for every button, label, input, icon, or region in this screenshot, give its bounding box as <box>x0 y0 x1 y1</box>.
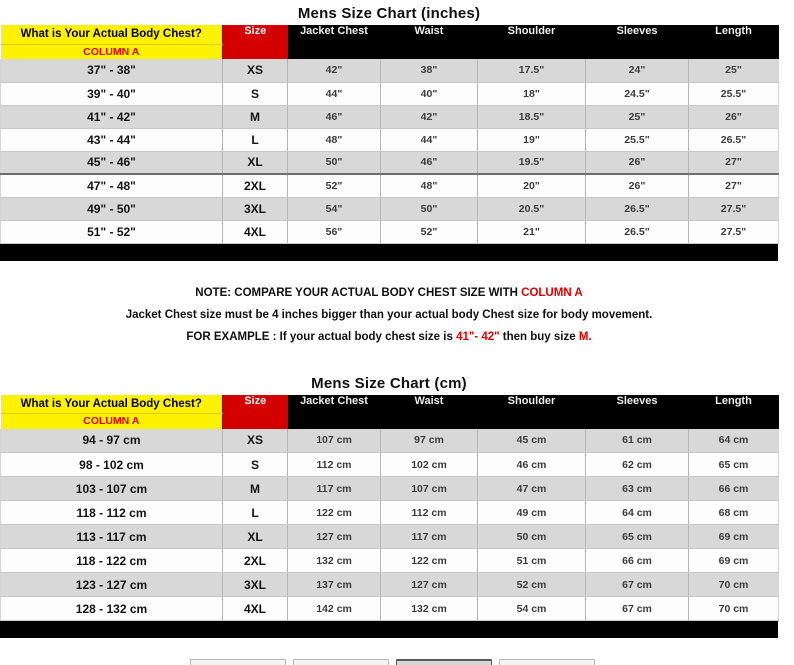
size-cell: L <box>223 128 288 151</box>
chest-cell: 103 - 107 cm <box>1 477 223 501</box>
jacket-chest-cell: 50" <box>288 151 381 174</box>
chest-cell: 37" - 38" <box>1 59 223 82</box>
jacket-chest-column-header: Jacket Chest <box>288 25 381 59</box>
sleeves-cell: 65 cm <box>586 525 689 549</box>
shoulder-cell: 18.5" <box>478 105 586 128</box>
note-line-3-mid: then buy size <box>499 330 579 343</box>
waist-column-header: Waist <box>381 395 478 429</box>
waist-cell: 117 cm <box>381 525 478 549</box>
shoulder-cell: 45 cm <box>478 429 586 453</box>
chest-cell: 98 - 102 cm <box>1 453 223 477</box>
sleeves-cell: 61 cm <box>586 429 689 453</box>
sleeves-cell: 26.5" <box>586 220 689 243</box>
sleeves-column-header: Sleeves <box>586 395 689 429</box>
note-column-a-highlight: COLUMN A <box>521 286 583 299</box>
jacket-chest-column-header: Jacket Chest <box>288 395 381 429</box>
waist-cell: 112 cm <box>381 501 478 525</box>
size-cell: S <box>223 82 288 105</box>
chest-cell: 51" - 52" <box>1 220 223 243</box>
size-cell: XS <box>223 429 288 453</box>
chest-cell: 41" - 42" <box>1 105 223 128</box>
jacket-chest-cell: 52" <box>288 174 381 197</box>
length-cell: 26.5" <box>689 128 779 151</box>
inches-table-title: Mens Size Chart (inches) <box>297 5 481 22</box>
length-cell: 69 cm <box>689 549 779 573</box>
size-column-header: Size <box>223 25 288 59</box>
waist-cell: 107 cm <box>381 477 478 501</box>
length-cell: 69 cm <box>689 525 779 549</box>
waist-cell: 46" <box>381 151 478 174</box>
length-cell: 64 cm <box>689 429 779 453</box>
waist-cell: 97 cm <box>381 429 478 453</box>
shoulder-cell: 49 cm <box>478 501 586 525</box>
sleeves-cell: 26" <box>586 174 689 197</box>
table-row <box>1 477 779 501</box>
table-row <box>1 597 779 621</box>
chest-cell: 45" - 46" <box>1 151 223 174</box>
shoulder-cell: 18" <box>478 82 586 105</box>
shoulder-cell: 46 cm <box>478 453 586 477</box>
length-cell: 27.5" <box>689 197 779 220</box>
jacket-chest-cell: 56" <box>288 220 381 243</box>
waist-cell: 50" <box>381 197 478 220</box>
jacket-chest-cell: 44" <box>288 82 381 105</box>
table-row <box>1 197 779 220</box>
size-cell: XL <box>223 151 288 174</box>
waist-cell: 52" <box>381 220 478 243</box>
table-header <box>1 395 779 429</box>
gallery-thumbnail-selected[interactable] <box>396 659 492 665</box>
shoulder-cell: 50 cm <box>478 525 586 549</box>
sleeves-cell: 25.5" <box>586 128 689 151</box>
jacket-chest-cell: 122 cm <box>288 501 381 525</box>
table-row <box>1 59 779 82</box>
waist-cell: 38" <box>381 59 478 82</box>
cm-table-body <box>1 429 779 621</box>
sleeves-column-header: Sleeves <box>586 25 689 59</box>
size-cell: 3XL <box>223 197 288 220</box>
waist-cell: 127 cm <box>381 573 478 597</box>
table-row <box>1 501 779 525</box>
waist-column-header: Waist <box>381 25 478 59</box>
cm-table-title: Mens Size Chart (cm) <box>311 374 467 392</box>
inches-table-bottom-bar <box>0 244 778 261</box>
shoulder-cell: 47 cm <box>478 477 586 501</box>
sleeves-cell: 62 cm <box>586 453 689 477</box>
jacket-chest-cell: 127 cm <box>288 525 381 549</box>
note-line-3 <box>0 331 778 344</box>
shoulder-cell: 54 cm <box>478 597 586 621</box>
size-table-cm <box>0 395 779 622</box>
chest-cell: 118 - 122 cm <box>1 549 223 573</box>
jacket-chest-cell: 54" <box>288 197 381 220</box>
shoulder-cell: 19.5" <box>478 151 586 174</box>
size-column-header: Size <box>223 395 288 429</box>
chest-cell: 94 - 97 cm <box>1 429 223 453</box>
inches-table-body <box>1 59 779 243</box>
shoulder-cell: 20.5" <box>478 197 586 220</box>
length-cell: 27" <box>689 174 779 197</box>
jacket-chest-cell: 142 cm <box>288 597 381 621</box>
waist-cell: 122 cm <box>381 549 478 573</box>
note-line-1-text: NOTE: COMPARE YOUR ACTUAL BODY CHEST SIZE WITH <box>195 286 522 299</box>
sleeves-cell: 24.5" <box>586 82 689 105</box>
size-cell: 4XL <box>223 220 288 243</box>
chest-cell: 113 - 117 cm <box>1 525 223 549</box>
table-row <box>1 220 779 243</box>
size-cell: 2XL <box>223 549 288 573</box>
size-chart-inches-section <box>0 0 794 261</box>
chest-cell: 47" - 48" <box>1 174 223 197</box>
length-cell: 70 cm <box>689 573 779 597</box>
chest-question-header: What is Your Actual Body Chest? <box>1 25 223 44</box>
size-cell: S <box>223 453 288 477</box>
note-size-range-highlight: 41"- 42" <box>456 330 500 343</box>
note-size-m-highlight: M. <box>578 330 592 343</box>
waist-cell: 132 cm <box>381 597 478 621</box>
size-cell: 4XL <box>223 597 288 621</box>
chest-cell: 128 - 132 cm <box>1 597 223 621</box>
length-cell: 27" <box>689 151 779 174</box>
jacket-chest-cell: 117 cm <box>288 477 381 501</box>
table-header <box>1 25 779 59</box>
length-cell: 66 cm <box>689 477 779 501</box>
sleeves-cell: 64 cm <box>586 501 689 525</box>
waist-cell: 42" <box>381 105 478 128</box>
waist-cell: 48" <box>381 174 478 197</box>
size-cell: 2XL <box>223 174 288 197</box>
length-cell: 68 cm <box>689 501 779 525</box>
table-row <box>1 151 779 174</box>
size-cell: XS <box>223 59 288 82</box>
table-row <box>1 573 779 597</box>
note-line-3-text: FOR EXAMPLE : If your actual body chest size is <box>186 330 457 343</box>
length-cell: 25" <box>689 59 779 82</box>
size-cell: M <box>223 477 288 501</box>
length-cell: 27.5" <box>689 220 779 243</box>
gallery-thumbnail[interactable] <box>190 659 286 665</box>
chest-question-header: What is Your Actual Body Chest? <box>1 395 223 414</box>
jacket-chest-cell: 137 cm <box>288 573 381 597</box>
length-cell: 25.5" <box>689 82 779 105</box>
waist-cell: 40" <box>381 82 478 105</box>
table-row <box>1 174 779 197</box>
table-row <box>1 429 779 453</box>
cm-table-bottom-bar <box>0 621 778 638</box>
table-row <box>1 128 779 151</box>
jacket-chest-cell: 42" <box>288 59 381 82</box>
jacket-chest-cell: 107 cm <box>288 429 381 453</box>
thumbnail-strip <box>190 659 595 665</box>
table-row <box>1 105 779 128</box>
note-line-1 <box>0 287 778 300</box>
size-cell: XL <box>223 525 288 549</box>
shoulder-cell: 21" <box>478 220 586 243</box>
length-column-header: Length <box>689 25 779 59</box>
sleeves-cell: 26" <box>586 151 689 174</box>
column-a-label: COLUMN A <box>1 414 223 429</box>
length-cell: 70 cm <box>689 597 779 621</box>
chest-cell: 49" - 50" <box>1 197 223 220</box>
column-a-label: COLUMN A <box>1 44 223 59</box>
length-column-header: Length <box>689 395 779 429</box>
table-row <box>1 453 779 477</box>
shoulder-cell: 17.5" <box>478 59 586 82</box>
gallery-thumbnail[interactable] <box>293 659 389 665</box>
table-row <box>1 549 779 573</box>
sleeves-cell: 67 cm <box>586 597 689 621</box>
size-chart-cm-section <box>0 370 794 639</box>
size-cell: M <box>223 105 288 128</box>
shoulder-column-header: Shoulder <box>478 395 586 429</box>
length-cell: 65 cm <box>689 453 779 477</box>
sleeves-cell: 25" <box>586 105 689 128</box>
shoulder-cell: 51 cm <box>478 549 586 573</box>
chest-cell: 118 - 112 cm <box>1 501 223 525</box>
jacket-chest-cell: 112 cm <box>288 453 381 477</box>
gallery-thumbnail[interactable] <box>499 659 595 665</box>
sleeves-cell: 67 cm <box>586 573 689 597</box>
chest-cell: 39" - 40" <box>1 82 223 105</box>
sleeves-cell: 66 cm <box>586 549 689 573</box>
sleeves-cell: 63 cm <box>586 477 689 501</box>
size-table-inches <box>0 25 779 244</box>
jacket-chest-cell: 48" <box>288 128 381 151</box>
waist-cell: 44" <box>381 128 478 151</box>
table-row <box>1 82 779 105</box>
shoulder-column-header: Shoulder <box>478 25 586 59</box>
sleeves-cell: 24" <box>586 59 689 82</box>
chest-cell: 43" - 44" <box>1 128 223 151</box>
waist-cell: 102 cm <box>381 453 478 477</box>
shoulder-cell: 20" <box>478 174 586 197</box>
shoulder-cell: 52 cm <box>478 573 586 597</box>
chest-cell: 123 - 127 cm <box>1 573 223 597</box>
size-cell: L <box>223 501 288 525</box>
shoulder-cell: 19" <box>478 128 586 151</box>
size-cell: 3XL <box>223 573 288 597</box>
note-line-2: Jacket Chest size must be 4 inches bigger than your actual body Chest size for body movement. <box>125 308 653 321</box>
table-row <box>1 525 779 549</box>
notes-block <box>0 287 778 344</box>
sleeves-cell: 26.5" <box>586 197 689 220</box>
length-cell: 26" <box>689 105 779 128</box>
jacket-chest-cell: 132 cm <box>288 549 381 573</box>
jacket-chest-cell: 46" <box>288 105 381 128</box>
